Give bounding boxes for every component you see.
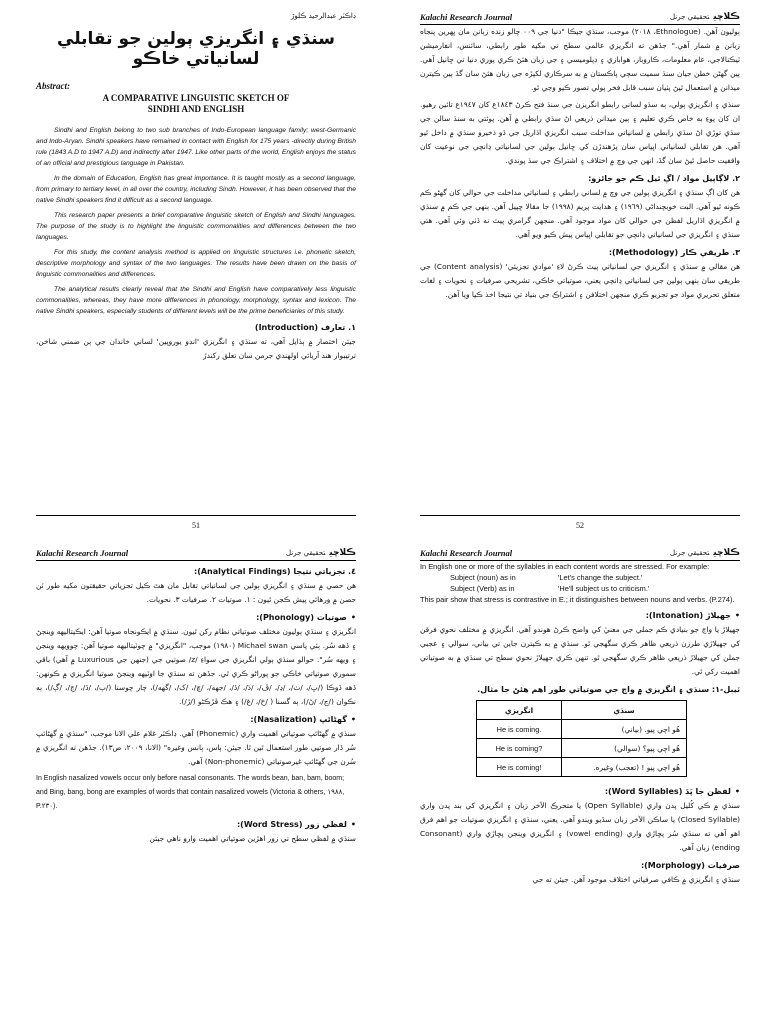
nasalization-heading: • گهڻائپ (Nasalization): [36, 715, 356, 724]
example-right: 'Let's change the subject.' [558, 573, 643, 582]
introduction-heading: ١. تعارف (Introduction) [254, 323, 356, 332]
example-left: Subject (noun) as in [450, 573, 516, 582]
word-stress-heading: • لفظي زور (Word Stress): [36, 820, 356, 829]
journal-name-sd-sub: تحقيقي جرنل [286, 549, 326, 557]
author-name: ڊاڪٽر عبدالرحيد ڪلوڙ [291, 12, 356, 20]
journal-name-sd-sub: تحقيقي جرنل [670, 549, 710, 557]
example-left: Subject (Verb) as in [450, 584, 515, 593]
section-heading: ٣. طريقي ڪار (Methodology): [608, 248, 740, 257]
table-header-row [477, 701, 687, 720]
english-title-line-1: A COMPARATIVE LINGUISTIC SKETCH OF [102, 93, 290, 103]
page-rule [36, 515, 356, 516]
table-row [477, 720, 687, 739]
english-title [36, 93, 356, 115]
table-caption: ٽيبل-١: سنڌي ۽ انگريزي ۾ واڄ جي صوتياتي طور اهم هئڻ جا مثال. [477, 685, 740, 694]
paragraph: سنڌي ۾ گهڻائپ صوتياتي اهميت واري (Phonemic) آهي. ڊاڪٽر غلام علي الانا موجب، "سنڌي ۾ گهڻائپ سُر ڏار صوتيي طور استعمال ٿين ٿا. جيئن: ٻاس، ٻانس وغيره" (الانا، ٢٠٠٩، ص١٣). جڏهن ته انگريزي ۾ سُرن جي گهڻائپ غيرصوتياتي (Non-phonemic) آهي. [36, 729, 357, 766]
journal-name-sd-bold: ڪلاچي [713, 548, 740, 558]
paragraph: جهيلاڙ يا واڄ جو بنيادي ڪم جملي جي معنيٰ کي واضح ڪرڻ هوندو آهي. انگريزي ۾ مختلف نحوي فرقن کي جهيلاڙي طرزن ذريعي ظاهر ڪري سگهجي ٿو. سنڌي ۾ به ڪيترن جاين تي بياني، سوالي ۽ عجبي جملن کي جهيلاڙ ذريعي ظاهر ڪري سگهجي ٿو. تنهن ڪري جهيلاڙ نحوي سطح تي سنڌي ۾ به صوتياتي اهميت رکي ٿي. [420, 625, 740, 676]
phonology-heading: • صوتيات (Phonology): [36, 613, 356, 622]
example-row [420, 583, 740, 594]
journal-header [420, 548, 740, 561]
table-cell-sindhi: هُو اچي پيو ! (تعجب) وغيره. [562, 758, 687, 777]
paragraph: هن کان اڳ سنڌي ۽ انگريزي ٻولين جي وچ ۾ لساني رابطي ۽ لسانياتي مداخلت جي حوالي کان گهڻو ڪم ڪونه ٿيو آهي. البت خوبچنداڻي (١٩٦٩) ۽ هدايت پريم (١٩٩٨) جا مقالا ڇپيل آهن. ٻنهي جي ڪم ۾ سنڌي ۾ انگريزي اڌاريل لفظن جي حوالي کان مواد موجود آهي. منجهن گرامري پيٽ نه ڏٺي وئي آهي. هتي سنڌي ۽ انگريزي جي لسانياتي ڍانچي جو تقابلي اڀياس پيش ڪيو ويو آهي. [420, 188, 741, 239]
english-paragraph: In English nasalized vowels occur only before nasal consonants. The words bean, ban, bam, boom; and Bing, bang, bong are examples of words that contain nasalized vowels (Victoria & others, ١٩٨٨, P.٢٣٠). [36, 775, 345, 810]
table-head-english: انگريزي [477, 701, 562, 720]
journal-name-en: Kalachi Research Journal [36, 548, 129, 558]
intonation-table [476, 700, 687, 777]
page-number: 52 [576, 521, 584, 530]
paragraph: سنڌي ۾ ڪي کُليل پدن واري (Open Syllable) يا متحرڪ الآخر زبان ۽ انگريزي کي بند پدن واري (Closed Syllable) يا ساڪن الآخر زبان سڏيو ويندو آهي. يعني، سنڌي ۽ انگريزي صوتيات جو اهم فرق اهو آهي ته سنڌي سُر پڇاڙي واري (vowel ending) ۽ انگريزي وينجن پڇاڙي واري (Consonant ending) زبان آهي. [420, 801, 741, 852]
journal-name-sd-bold: ڪلاچي [329, 548, 356, 558]
introduction-text: جيئن اختصار ۾ ٻڌايل آهي، ته سنڌي ۽ انگريزي 'انڊو يوروپين' لساني خاندان جي ٻن ضمني شاخن، ترتيبوار هند آريائي اولهندي جرمن سان تعلق رکندڙ [36, 337, 356, 360]
table-cell-english: He is coming! [477, 758, 562, 777]
morphology-heading: صرفيات (Morphology): [640, 861, 740, 870]
page-52 [420, 12, 740, 532]
page-51 [36, 12, 356, 532]
paragraph: انگريزي ۽ سنڌي ٻوليون مختلف صوتياتي نظام رکن ٿيون. سنڌي ۾ ايڪونجاه صوتيا آهن: ايڪيتاليهه وينجڻ ۽ ڏهه سُر. ٻئي پاسي Michael swan (١٩٨٠) موجب، "انگريزي" ۾ چوٽيتاليهه صوتيا آهن: چوويهه وينجن ۽ ويهه سُر". حوالو سنڌي ٻولي انگريزي جي سواءِ /z/ صوتيي جي (جنهن جي Luxurious ۾ آهي) باقي سموري صوتياتي خاڪي جو پوراڻو ڪري ٿي. جڏهن ته سنڌي جا اوٽيهه وينجڻ صوتيا انگريزي ۾ ڪونهن: ڏهه ڏوڪا (/ڀ/، /ٺ/، /ڍ/، /ڦ/، /ڌ/، /ڏ/، /جهه/، /ڇ/، /ک/، /گهه/)، چار چوسنا (/ٻ/، /ڏ/، /ڄ/، /ڳ/)، ٻه نڪوان (/ڃ/، /ڻ/)، ٻه گسنا ( /خ/، /غ/) ۽ هڪ ڦڙڪڻو (/ڙ/). [36, 627, 357, 706]
page-53 [36, 548, 356, 1024]
journal-header [36, 548, 356, 561]
table-cell-english: He is coming. [477, 720, 562, 739]
table-row [477, 739, 687, 758]
sindhi-title: سنڌي ۽ انگريزي ٻولين جو تقابلي لسانياتي خاڪو [57, 29, 335, 69]
table-row [477, 758, 687, 777]
journal-name-sd-bold: ڪلاچي [713, 12, 740, 22]
paragraph: سنڌي ۽ انگريزي ۾ ڪافي صرفياتي اختلاف موجود آهن. جيئن ته جي [532, 875, 740, 884]
intonation-heading: • جهيلاڙ (Intonation): [420, 611, 740, 620]
paragraph: ٻوليون آهن. (Ethnologue، ٢٠١٨) موجب، سنڌي جيڪا "دنيا جي ٠٠٩ چالو زنده زبانن مان ڀهرين پنجاه زبانن ۾ شمار آهي." جڏهن ته انگريزي عالمي سطح تي مکيه طور رابطي، سائنس، انفارميشن ٽيڪنالاجي، عام معلومات، ڪاروبار، هوابازي ۽ ڊپلوميسي ۽ جي زبان هئڻ ڪري پوري دنيا تي ڇانيل آهي. ٻين گهڻن خطن جيان سنڌ سميت سڄي پاڪستان ۾ به سرڪاري لکپڙه جي زبان هئڻ سان گڏ ٻين ڪيترن ميدانن ۾ استعمال ٿيڻ پٺيان سبب قابل فخر ٻولي تصور ڪيو وڃي ٿو. [420, 27, 740, 92]
abstract-paragraph: The analytical results clearly reveal that the Sindhi and English have comparatively less linguistic commonalities, whereas, they have more differences in phonology, morphology, syntax and lexicon. The native Sindhi speakers, especially students of different levels will be the prime beneficiaries of this study. [36, 286, 356, 315]
journal-name-en: Kalachi Research Journal [420, 548, 513, 558]
page-54 [420, 548, 740, 1024]
word-syllables-heading: • لفظن جا پَدَ (Word Syllables): [420, 787, 740, 796]
paragraph: سنڌي ۾ لفظي سطح تي زور اهڙين صوتياتي اهميت وارو ناهي جيئن [149, 834, 356, 843]
page-rule [420, 515, 740, 516]
abstract-paragraph: For this study, the content analysis method is applied on linguistic structures i.e. phonetic sketch, descriptive morphology and syntax of the two languages. The results have been drawn on the basis of linguistic commonalities and differences. [36, 249, 356, 278]
abstract-label: Abstract: [36, 81, 71, 91]
page-number: 51 [192, 521, 200, 530]
abstract-paragraph: In the domain of Education, English has great importance. It is taught mostly as a second language, from primary to tertiary level, in all over the country, including Sindh. However, it has been observed that the native Sindhi speakers find it difficult as a second language. [36, 175, 356, 204]
journal-name-sd-sub: تحقيقي جرنل [670, 13, 710, 21]
section-heading: ٤. تجزياتي نتيجا (Analytical Findings): [194, 567, 356, 576]
paragraph: سنڌي ۽ انگريزي ٻولي، ٻه سڌو لساني رابطو انگريزن جي سنڌ فتح ڪرڻ ١٨٤٣ع کان ١٩٤٧ع تائين رهيو. ان کان پوءِ به خاص ڪري تعليم ۽ ٻين ميدانن ذريعي اڻ سڌي رابطي ۾ آهن. پوئتي به سنڌ سالن جي سڌي توڙي اڻ سڌي رابطي ۾ لسانياتي مداخلت سبب انگريزي اڌاريل جي ڏو ذخيرو سنڌي ۾ داخل ٿيو آهي. هن تقابلي لسانياتي اڀياس سان پڙهندڙن کي ڇانيل ٻولين جي لسانياتي ڍانچي جي نوعيت کان واقفيت حاصل ٿيڻ سان گڏ، انهن جي وچ ۾ اختلاف ۽ اشتراڪ جي سڌ پوندي. [420, 100, 741, 165]
example-row [420, 572, 740, 583]
table-head-sindhi: سنڌي [562, 701, 687, 720]
journal-name-sd [286, 548, 356, 558]
journal-name-sd [670, 12, 740, 22]
paragraph: هن حصي ۾ سنڌي ۽ انگريزي ٻولين جي لسانياتي تقابل مان هٿ ڪيل تجزياتي حقيقتون مکيه طور ٽن حصن ۾ ورهائي پيش ڪجن ٿيون : ١. صوتيات ٢. صرفيات ٣. نحويات. [36, 581, 356, 604]
table-cell-english: He is coming? [477, 739, 562, 758]
abstract-paragraph: This research paper presents a brief comparative linguistic sketch of English and Sindhi languages. The purpose of the study is to highlight the linguistic commonalities and differences between the two languages. [36, 212, 356, 241]
english-paragraph: In English one or more of the syllables in each content words are stressed. For example: [420, 562, 710, 571]
abstract-paragraph: Sindhi and English belong to two sub branches of Indo-European language family; west-Germanic and Indo-Aryan. Sindhi speakers have remained in contact with English for 175 years -directly during British rule (1843 A.D to 1947 A.D) and indirectly after 1947. Like other parts of the world, English enjoys the status of an official and prestigious language in Pakistan. [36, 127, 356, 167]
journal-header [420, 12, 740, 25]
journal-name-sd [670, 548, 740, 558]
paragraph: هن مقالي ۾ سنڌي ۽ انگريزي جي لسانياتي پيٽ ڪرڻ لاءِ 'موادي تجزيئي' (Content analysis) جي طريقي سان ٻنهي ٻولين جي لسانياتي ڍانچي يعني، صوتياتي خاڪي، تشريحي صرفيات ۽ نحويات ۽ لغات متعلق تحريري مواد جو تجزيو ڪري منجهن اختلافن ۽ اشتراڪ جي بنياد تي نتيجا اخذ ڪيا ويا آهن. [420, 262, 740, 299]
journal-name-en: Kalachi Research Journal [420, 12, 513, 22]
english-paragraph: This pair show that stress is contrastive in E.; it distinguishes between nouns and verbs. (P.274). [420, 595, 735, 604]
table-cell-sindhi: هُو اچي پيو؟ (سوالي) [562, 739, 687, 758]
example-right: 'He'll subject us to criticism.' [558, 584, 650, 593]
section-heading: ٢. لاڳاپيل مواد / اڳ ٿيل ڪم جو جائزو: [588, 174, 740, 183]
english-title-line-2: SINDHI AND ENGLISH [147, 104, 245, 114]
table-cell-sindhi: هُو اچي پيو. (بياني) [562, 720, 687, 739]
